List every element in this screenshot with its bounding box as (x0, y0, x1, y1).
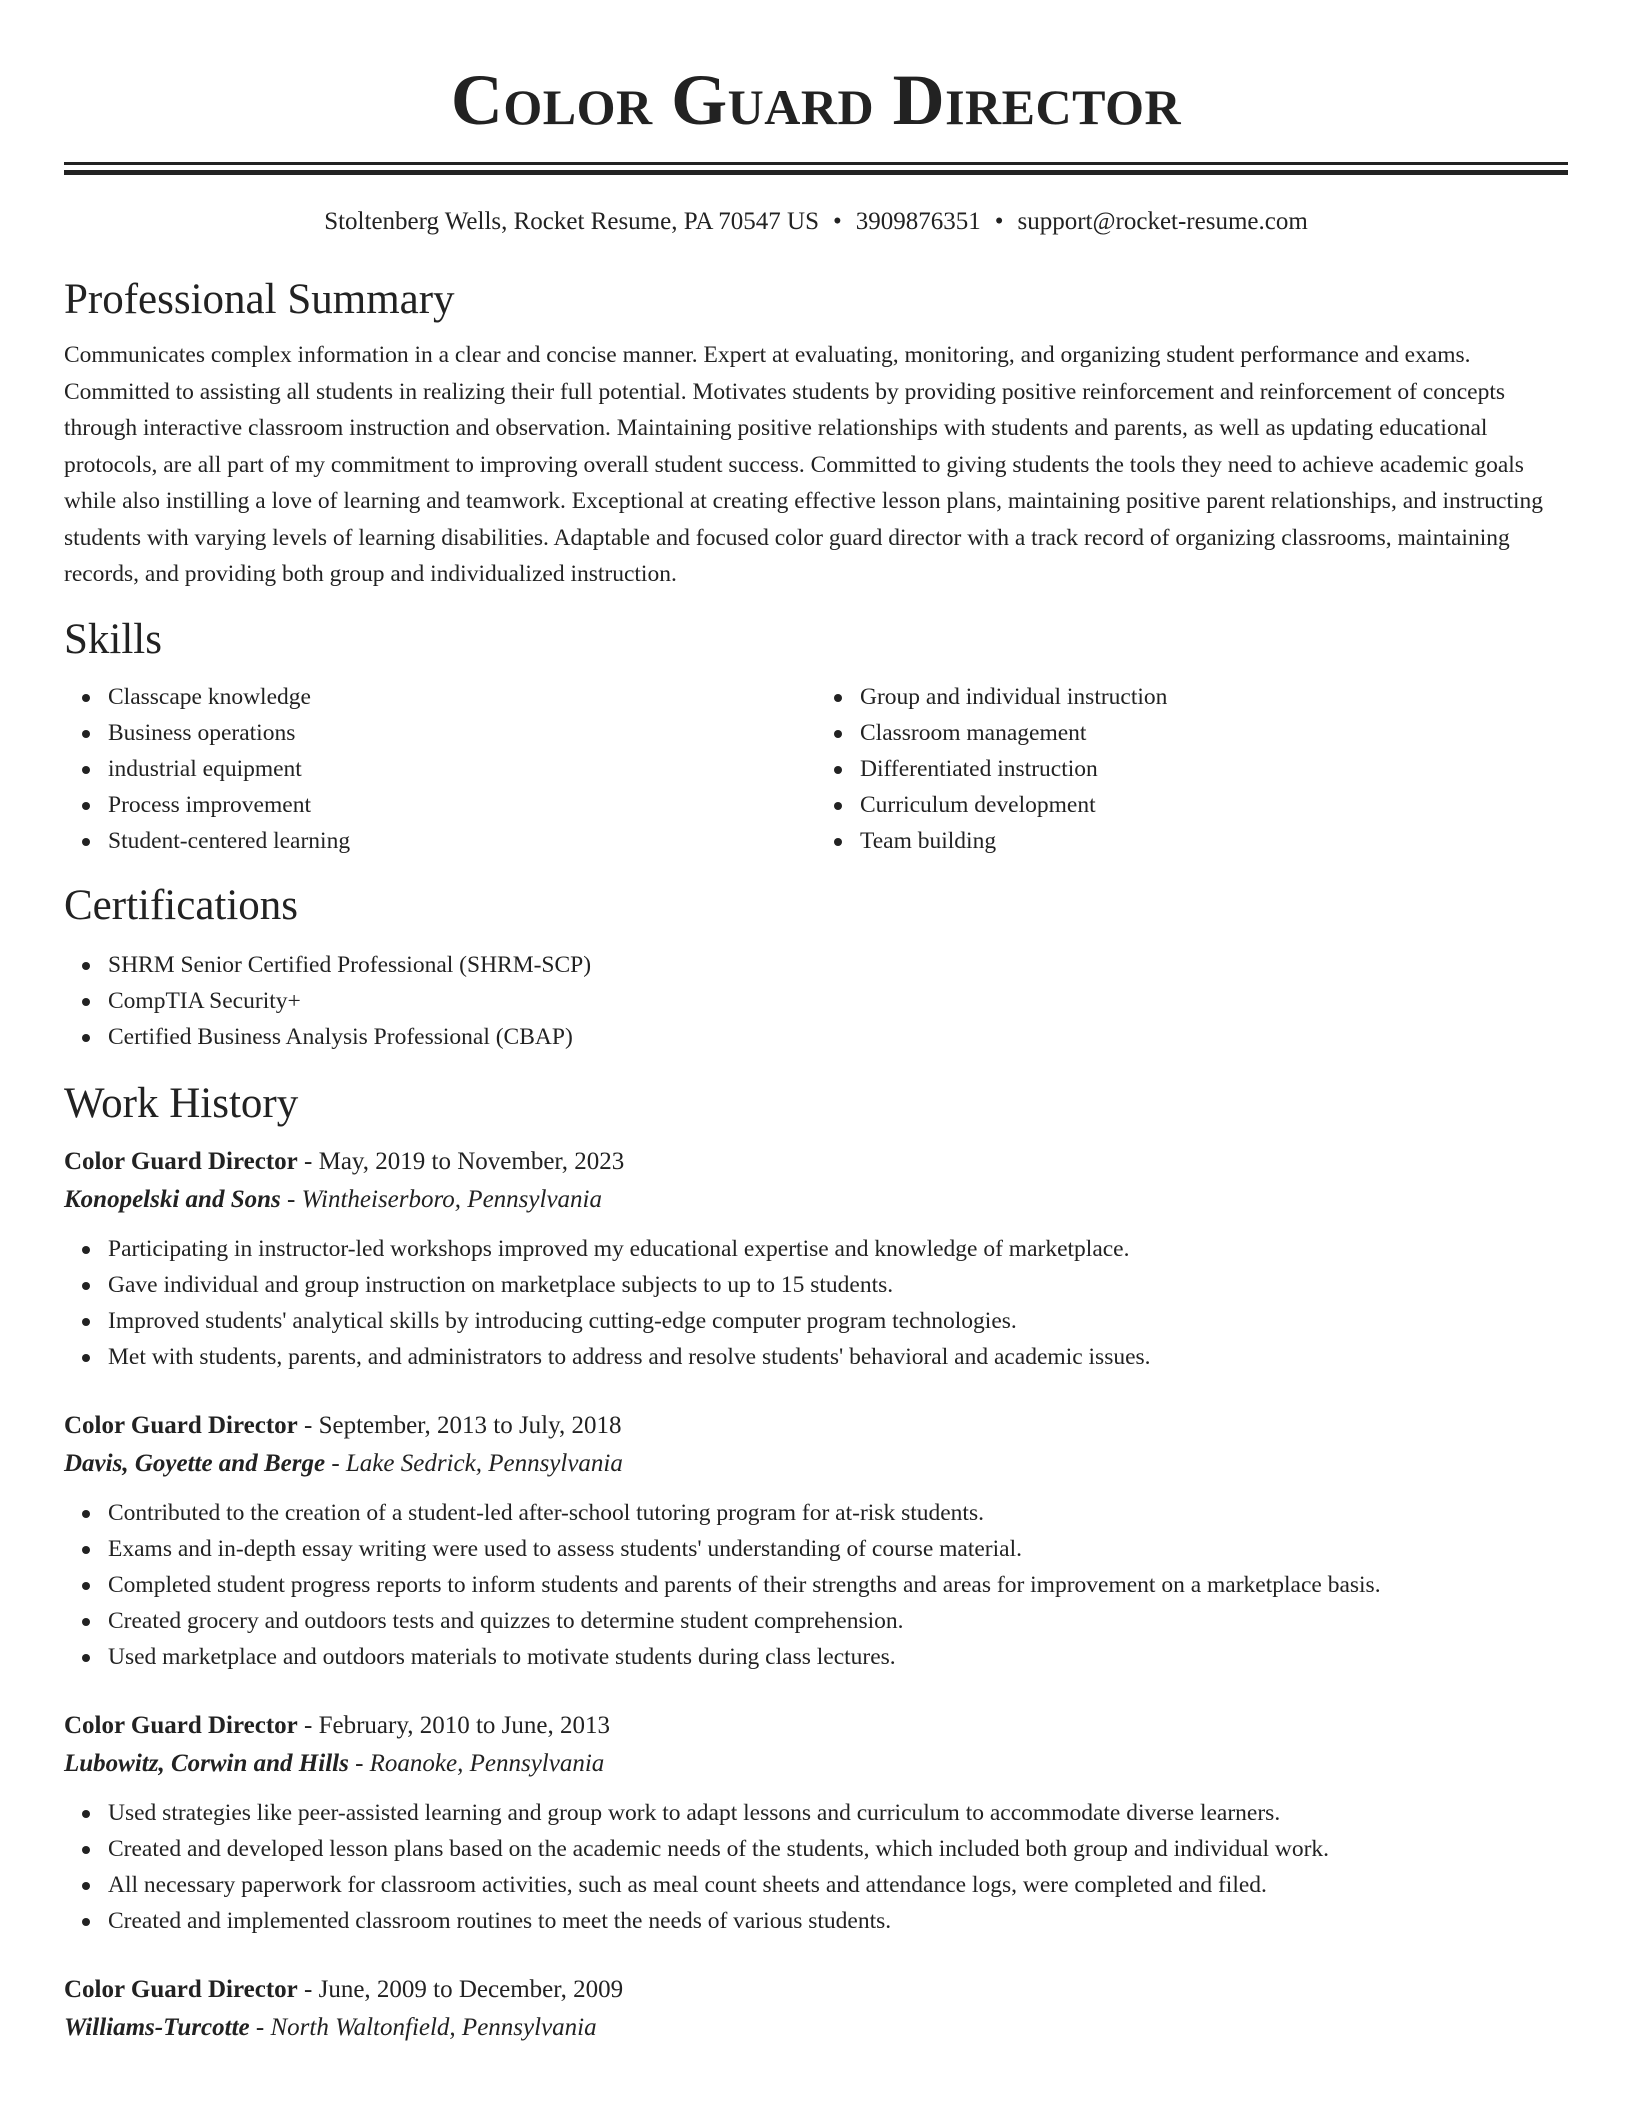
job-employer (64, 1745, 1568, 1783)
job-duty-item: Exams and in-depth essay writing were used to assess students' understanding of course material. (108, 1531, 1568, 1567)
job-dates: - February, 2010 to June, 2013 (297, 1711, 610, 1739)
job-location: - Wintheiserboro, Pennsylvania (280, 1185, 602, 1213)
contact-separator: • (832, 208, 842, 235)
job-duty-item: Created and implemented classroom routines to meet the needs of various students. (108, 1903, 1568, 1939)
job-duty-item: Gave individual and group instruction on marketplace subjects to up to 15 students. (108, 1267, 1568, 1303)
contact-line (64, 205, 1568, 239)
job-dates: - September, 2013 to July, 2018 (297, 1411, 622, 1439)
skill-item: Team building (860, 823, 1568, 859)
certifications-list (64, 947, 1568, 1055)
job-company: Williams-Turcotte (64, 2013, 250, 2041)
job-location: - Lake Sedrick, Pennsylvania (325, 1449, 623, 1477)
contact-email: support@rocket-resume.com (1017, 208, 1308, 235)
job-entry (64, 1143, 1568, 1375)
job-entry (64, 1407, 1568, 1675)
job-duty-item: Met with students, parents, and administrators to address and resolve students' behavioral and academic issues. (108, 1339, 1568, 1375)
job-location: - North Waltonfield, Pennsylvania (249, 2013, 597, 2041)
skill-item: Differentiated instruction (860, 751, 1568, 787)
job-dates: - June, 2009 to December, 2009 (297, 1975, 624, 2003)
certification-item: CompTIA Security+ (108, 983, 1568, 1019)
job-duty-item: Used strategies like peer-assisted learning and group work to adapt lessons and curriculum to accommodate diverse learners. (108, 1795, 1568, 1831)
job-header (64, 1707, 1568, 1745)
job-duty-item: Improved students' analytical skills by introducing cutting-edge computer program technologies. (108, 1303, 1568, 1339)
job-dates: - May, 2019 to November, 2023 (297, 1147, 625, 1175)
title-divider-bottom (64, 170, 1568, 175)
job-header (64, 1143, 1568, 1181)
job-employer (64, 1445, 1568, 1483)
work-history-heading: Work History (64, 1079, 299, 1127)
skills-heading: Skills (64, 615, 162, 663)
job-duty-item: Completed student progress reports to inform students and parents of their strengths and areas for improvement on a marketplace basis. (108, 1567, 1568, 1603)
job-entry (64, 1707, 1568, 1939)
page-title: Color Guard Director (450, 60, 1182, 140)
job-duty-item: Used marketplace and outdoors materials to motivate students during class lectures. (108, 1639, 1568, 1675)
contact-phone: 3909876351 (855, 208, 981, 235)
job-location: - Roanoke, Pennsylvania (348, 1749, 605, 1777)
job-header (64, 1971, 1568, 2009)
job-role: Color Guard Director (64, 1711, 298, 1739)
resume-page (64, 0, 1568, 2047)
job-role: Color Guard Director (64, 1411, 298, 1439)
skill-item: industrial equipment (108, 751, 816, 787)
job-duty-item: All necessary paperwork for classroom activities, such as meal count sheets and attendance logs, were completed and filed. (108, 1867, 1568, 1903)
skill-item: Curriculum development (860, 787, 1568, 823)
job-company: Lubowitz, Corwin and Hills (64, 1749, 349, 1777)
job-company: Konopelski and Sons (64, 1185, 281, 1213)
job-duties (64, 1495, 1568, 1675)
skill-item: Process improvement (108, 787, 816, 823)
job-header (64, 1407, 1568, 1445)
certification-item: Certified Business Analysis Professional (CBAP) (108, 1019, 1568, 1055)
job-company: Davis, Goyette and Berge (64, 1449, 326, 1477)
skills-column-left (64, 679, 816, 859)
skills-list (64, 679, 1568, 859)
skill-item: Student-centered learning (108, 823, 816, 859)
job-duties (64, 1795, 1568, 1939)
contact-separator: • (994, 208, 1004, 235)
skill-item: Classroom management (860, 715, 1568, 751)
job-duties (64, 1231, 1568, 1375)
job-role: Color Guard Director (64, 1147, 298, 1175)
contact-address: Stoltenberg Wells, Rocket Resume, PA 70547 US (324, 208, 819, 235)
job-duty-item: Participating in instructor-led workshops improved my educational expertise and knowledge of marketplace. (108, 1231, 1568, 1267)
certification-item: SHRM Senior Certified Professional (SHRM-SCP) (108, 947, 1568, 983)
skill-item: Classcape knowledge (108, 679, 816, 715)
job-employer (64, 1181, 1568, 1219)
skills-column-right (816, 679, 1568, 859)
certifications-heading: Certifications (64, 881, 299, 929)
job-entry (64, 1971, 1568, 2047)
title-divider-top (64, 162, 1568, 165)
skill-item: Business operations (108, 715, 816, 751)
job-duty-item: Contributed to the creation of a student-led after-school tutoring program for at-risk students. (108, 1495, 1568, 1531)
job-duty-item: Created and developed lesson plans based on the academic needs of the students, which included both group and individual work. (108, 1831, 1568, 1867)
summary-heading: Professional Summary (64, 276, 455, 323)
summary-text: Communicates complex information in a clear and concise manner. Expert at evaluating, monitoring, and organizing student performance and exams. Committed to assisting all students in realizing their full potential. Motivates students by providing positive reinforcement and reinforcement of concepts through interactive classroom instruction and observation. Maintaining positive relationships with students and parents, as well as updating educational protocols, are all part of my commitment to improving overall student success. Committed to giving students the tools they need to achieve academic goals while also instilling a love of learning and teamwork. Exceptional at creating effective lesson plans, maintaining positive parent relationships, and instructing students with varying levels of learning disabilities. Adaptable and focused color guard director with a track record of organizing classrooms, maintaining records, and providing both group and individualized instruction. (64, 342, 1544, 587)
skill-item: Group and individual instruction (860, 679, 1568, 715)
job-employer (64, 2009, 1568, 2047)
job-duty-item: Created grocery and outdoors tests and quizzes to determine student comprehension. (108, 1603, 1568, 1639)
job-role: Color Guard Director (64, 1975, 298, 2003)
